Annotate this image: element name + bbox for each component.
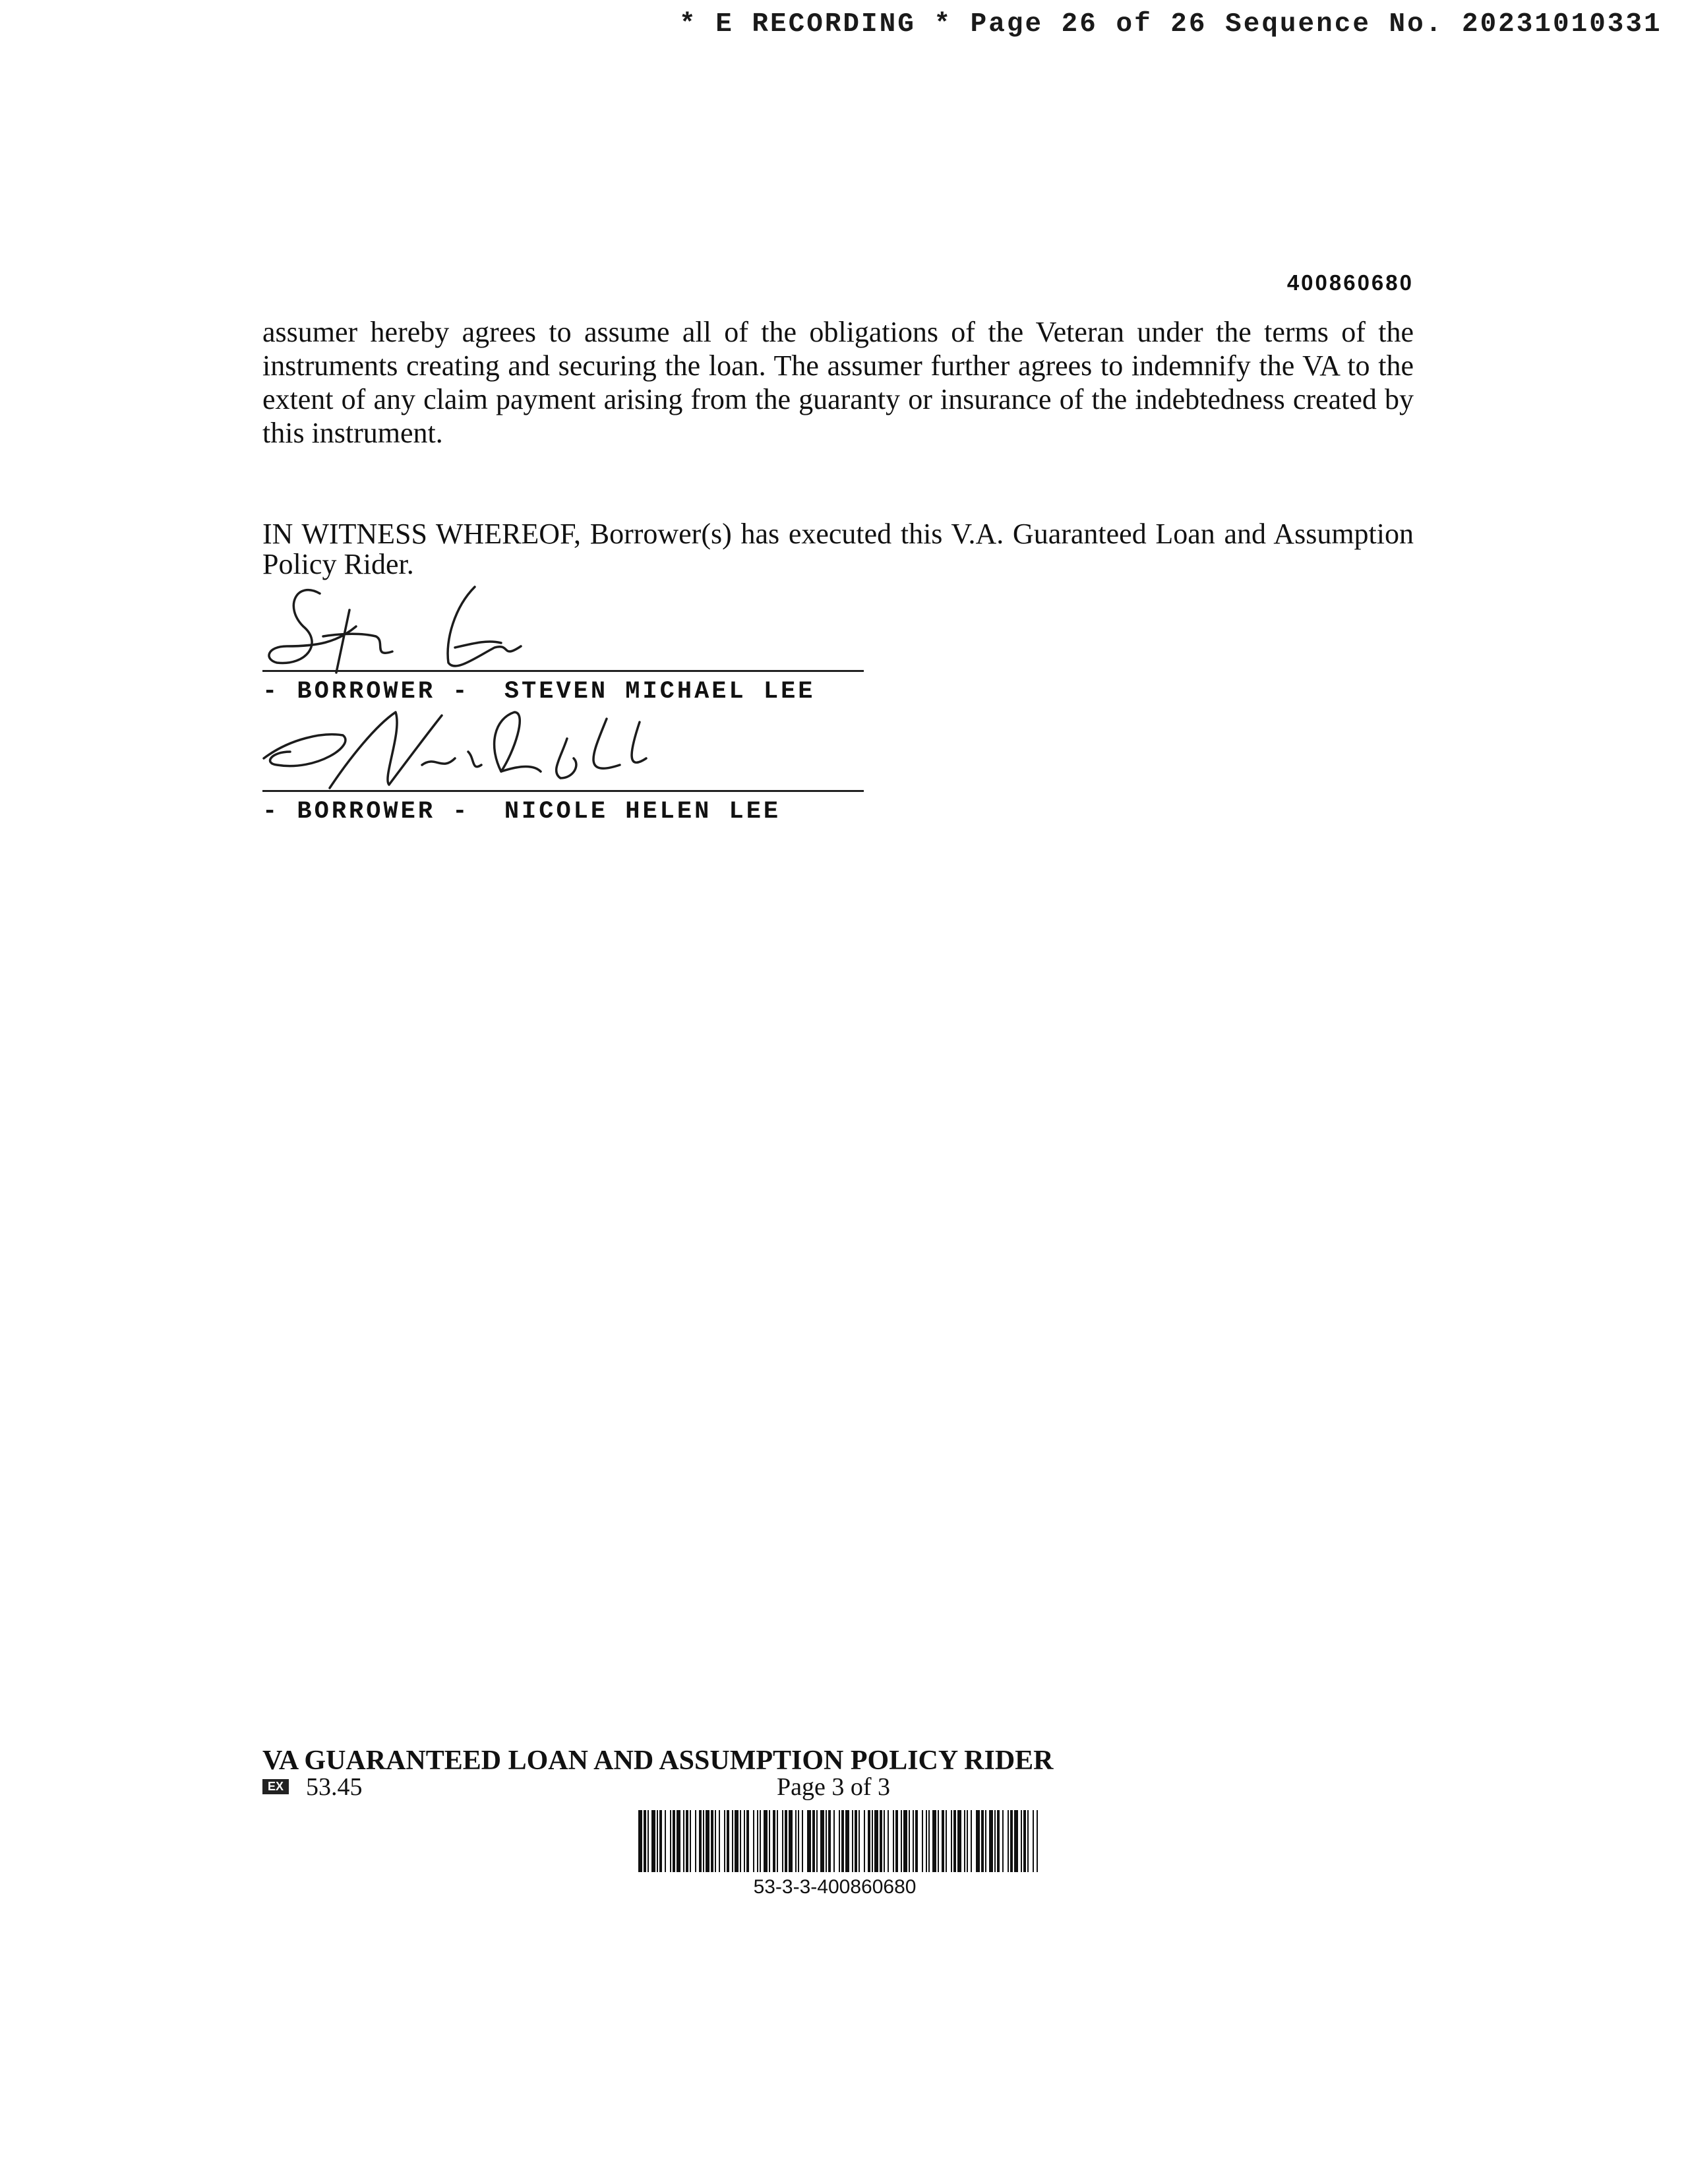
page-indicator: Page 3 of 3 [777, 1773, 891, 1801]
barcode-bar [967, 1810, 968, 1872]
barcode-bar [880, 1810, 882, 1872]
barcode-bar [1002, 1810, 1004, 1872]
barcode-bar [703, 1810, 704, 1872]
barcode-bar [915, 1810, 918, 1872]
barcode-bar [928, 1810, 930, 1872]
barcode-bar [670, 1810, 671, 1872]
recording-header: * E RECORDING * Page 26 of 26 Sequence No. 20231010331 [679, 9, 1662, 40]
barcode-bar [946, 1810, 947, 1872]
barcode-bar [938, 1810, 939, 1872]
barcode-bar [820, 1810, 824, 1872]
barcode-bar [695, 1810, 696, 1872]
barcode-bar [760, 1810, 761, 1872]
barcode-bar [1014, 1810, 1018, 1872]
barcode-bar [893, 1810, 894, 1872]
barcode-bar [964, 1810, 965, 1872]
barcode-bar [1037, 1810, 1038, 1872]
barcode-bar [1010, 1810, 1013, 1872]
barcode-bar [665, 1810, 666, 1872]
barcode-bar [839, 1810, 840, 1872]
barcode-bar [957, 1810, 961, 1872]
barcode-bar [735, 1810, 738, 1872]
barcode-bar [753, 1810, 754, 1872]
barcode-bar [994, 1810, 996, 1872]
barcode-bar [864, 1810, 865, 1872]
barcode-bar [942, 1810, 944, 1872]
barcode-bar [1027, 1810, 1029, 1872]
barcode-bar [757, 1810, 758, 1872]
barcode-bar [638, 1810, 642, 1872]
barcode-bar [841, 1810, 844, 1872]
barcode-bar [802, 1810, 803, 1872]
barcode-bar [872, 1810, 873, 1872]
borrower-1-signature [257, 580, 534, 679]
barcode-bar [976, 1810, 980, 1872]
barcode-bar [895, 1810, 898, 1872]
barcode-bar [884, 1810, 885, 1872]
barcode-bar [773, 1810, 775, 1872]
barcode-bar [855, 1810, 857, 1872]
barcode-bar [683, 1810, 684, 1872]
barcode-bar [740, 1810, 741, 1872]
barcode-bar [951, 1810, 952, 1872]
barcode-bar [764, 1810, 768, 1872]
barcode-bar [868, 1810, 870, 1872]
barcode-bar [922, 1810, 923, 1872]
barcode-bar [1023, 1810, 1026, 1872]
barcode-bar [657, 1810, 658, 1872]
barcode-bar [673, 1810, 675, 1872]
barcode [638, 1810, 1038, 1872]
barcode-bar [828, 1810, 831, 1872]
borrower-1-name: - BORROWER - STEVEN MICHAEL LEE [262, 678, 816, 706]
barcode-bar [903, 1810, 907, 1872]
barcode-bar [785, 1810, 787, 1872]
borrower-2-name: - BORROWER - NICOLE HELEN LEE [262, 798, 781, 826]
barcode-bar [706, 1810, 709, 1872]
barcode-bar [769, 1810, 770, 1872]
barcode-bar [874, 1810, 878, 1872]
barcode-bar [648, 1810, 649, 1872]
barcode-bar [833, 1810, 835, 1872]
form-logo-icon: EX [262, 1779, 289, 1794]
barcode-bar [659, 1810, 662, 1872]
form-number: 53.45 [306, 1773, 363, 1801]
barcode-bar [989, 1810, 993, 1872]
barcode-bar [913, 1810, 914, 1872]
barcode-bar [746, 1810, 749, 1872]
barcode-bar [888, 1810, 889, 1872]
barcode-bar [985, 1810, 986, 1872]
barcode-bar [724, 1810, 725, 1872]
barcode-bar [711, 1810, 713, 1872]
barcode-bar [732, 1810, 733, 1872]
barcode-bar [932, 1810, 936, 1872]
borrower-2-signature [251, 692, 673, 804]
barcode-bar [807, 1810, 811, 1872]
barcode-bar [826, 1810, 827, 1872]
barcode-bar [719, 1810, 720, 1872]
barcode-bar [690, 1810, 691, 1872]
barcode-bar [727, 1810, 729, 1872]
barcode-bar [777, 1810, 778, 1872]
loan-number: 400860680 [1286, 270, 1414, 295]
barcode-bar [812, 1810, 815, 1872]
barcode-bar [1008, 1810, 1009, 1872]
barcode-bar [997, 1810, 1000, 1872]
body-paragraph: assumer hereby agrees to assume all of the obligations of the Veteran under the terms of the instruments creating and securing the loan. The assumer further agrees to indemnify the VA to the extent of any claim payment arising from the guaranty or insurance of the indebtedness created by this instrument. [262, 316, 1414, 449]
barcode-bar [971, 1810, 972, 1872]
barcode-bar [677, 1810, 680, 1872]
barcode-bar [699, 1810, 702, 1872]
barcode-bar [981, 1810, 984, 1872]
barcode-bar [651, 1810, 655, 1872]
barcode-bar [816, 1810, 818, 1872]
barcode-bar [845, 1810, 849, 1872]
barcode-bar [644, 1810, 646, 1872]
barcode-bar [909, 1810, 910, 1872]
barcode-bar [1021, 1810, 1022, 1872]
barcode-bar [859, 1810, 860, 1872]
barcode-bar [852, 1810, 853, 1872]
barcode-number: 53-3-3-400860680 [753, 1876, 917, 1898]
barcode-bar [926, 1810, 927, 1872]
barcode-bar [901, 1810, 902, 1872]
signature-line [262, 790, 864, 792]
form-title: VA GUARANTEED LOAN AND ASSUMPTION POLICY RIDER [262, 1745, 1054, 1776]
barcode-bar [715, 1810, 716, 1872]
barcode-bar [1033, 1810, 1034, 1872]
barcode-bar [782, 1810, 783, 1872]
barcode-bar [798, 1810, 799, 1872]
barcode-bar [744, 1810, 745, 1872]
witness-paragraph: IN WITNESS WHEREOF, Borrower(s) has executed this V.A. Guaranteed Loan and Assumption Policy Rider. [262, 518, 1414, 580]
barcode-bar [795, 1810, 797, 1872]
barcode-bar [686, 1810, 688, 1872]
barcode-bar [789, 1810, 793, 1872]
barcode-bar [953, 1810, 956, 1872]
signature-line [262, 670, 864, 672]
